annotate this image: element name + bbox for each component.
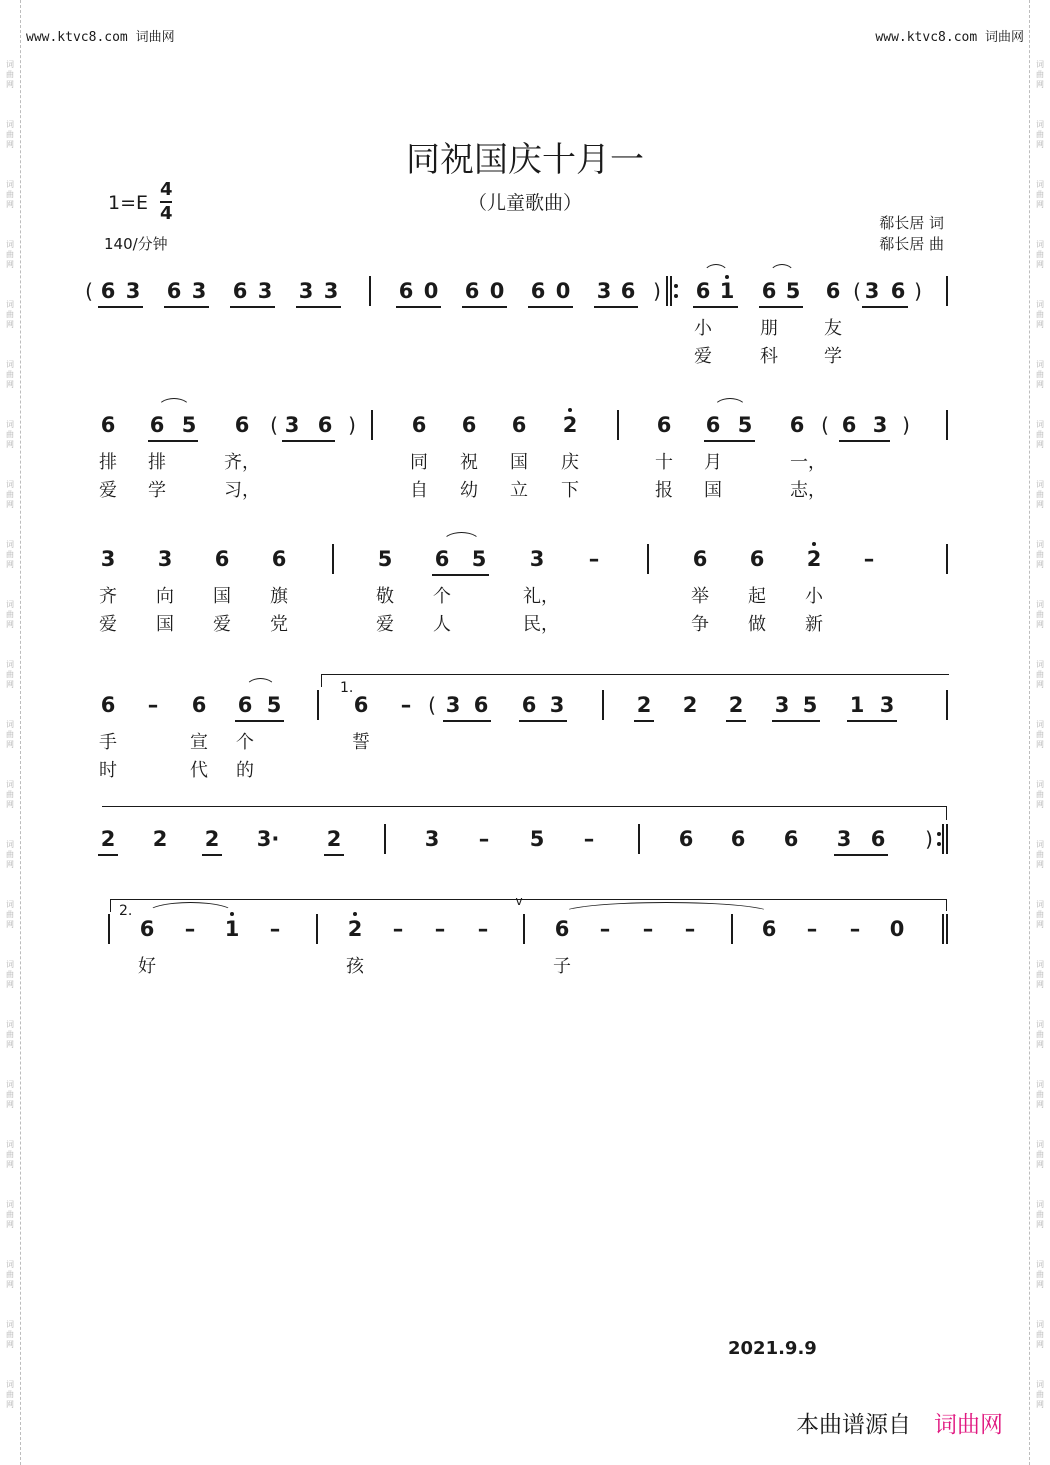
underline-beam <box>726 720 746 722</box>
lyric-syllable: 下 <box>561 480 579 501</box>
side-watermark-text: 词 曲 网 <box>6 420 14 449</box>
lyric-syllable: 子 <box>553 956 571 977</box>
lyric-syllable: 学 <box>148 480 166 501</box>
barline <box>369 276 371 306</box>
lyric-syllable: 习， <box>224 480 260 501</box>
barline <box>946 410 948 440</box>
barline <box>638 824 640 854</box>
underline-beam <box>772 720 820 722</box>
barline <box>946 276 948 306</box>
bracket: ) <box>925 827 933 851</box>
lyric-syllable: 代 <box>190 760 208 781</box>
lyric-syllable: 誓 <box>352 732 370 753</box>
lyric-syllable: 同 <box>410 452 428 473</box>
side-watermark-text: 词 曲 网 <box>6 180 14 209</box>
lyric-syllable: 国 <box>704 480 722 501</box>
barline <box>666 276 668 306</box>
note: 2 <box>152 827 168 851</box>
side-watermark-text: 词 曲 网 <box>1036 1320 1044 1349</box>
barline <box>523 914 525 944</box>
note: – <box>863 547 875 571</box>
bracket: ( <box>270 413 278 437</box>
note: – <box>849 917 861 941</box>
note: 6 <box>783 827 799 851</box>
lyric-syllable: 个 <box>236 732 254 753</box>
side-watermark-text: 词 曲 网 <box>1036 360 1044 389</box>
note: 0 <box>423 279 439 303</box>
note: – <box>642 917 654 941</box>
note: 6 <box>620 279 636 303</box>
note: 3 <box>864 279 880 303</box>
note: 6 <box>234 413 250 437</box>
lyric-syllable: 民， <box>523 614 559 635</box>
note: 2 <box>636 693 652 717</box>
note: 6 <box>464 279 480 303</box>
side-watermark-text: 词 曲 网 <box>6 660 14 689</box>
note: 6 <box>473 693 489 717</box>
note: 3 <box>191 279 207 303</box>
lyric-syllable: 争 <box>691 614 709 635</box>
slur-arc <box>245 678 276 689</box>
lyric-syllable: 个 <box>433 586 451 607</box>
note: 2 <box>347 917 363 941</box>
note: 5 <box>181 413 197 437</box>
side-watermark-text: 词 曲 网 <box>1036 540 1044 569</box>
header-site-right[interactable]: www.ktvc8.com 词曲网 <box>875 30 1024 45</box>
lyricist-credit: 郗长居 词 <box>879 214 944 232</box>
side-watermark-text: 词 曲 网 <box>1036 1080 1044 1109</box>
barline <box>384 824 386 854</box>
note: 6 <box>398 279 414 303</box>
note: – <box>477 917 489 941</box>
continuation-end <box>946 806 947 820</box>
underline-beam <box>202 854 222 856</box>
note: 3 <box>157 547 173 571</box>
lyric-syllable: 小 <box>694 318 712 339</box>
side-watermark-text: 词 曲 网 <box>1036 840 1044 869</box>
lyric-syllable: 月 <box>704 452 722 473</box>
note: 3 <box>445 693 461 717</box>
side-watermark-text: 词 曲 网 <box>6 780 14 809</box>
repeat-dot <box>674 284 678 288</box>
lyric-syllable: 立 <box>510 480 528 501</box>
barline <box>946 690 948 720</box>
note: 2 <box>728 693 744 717</box>
side-watermark-text: 词 曲 网 <box>1036 300 1044 329</box>
underline-beam <box>282 440 335 442</box>
underline-beam <box>324 854 344 856</box>
note: 6 <box>411 413 427 437</box>
note: 3 <box>284 413 300 437</box>
note: 6 <box>761 917 777 941</box>
lyric-syllable: 排 <box>99 452 117 473</box>
continuation-line <box>102 806 946 807</box>
barline <box>371 410 373 440</box>
barline <box>317 690 319 720</box>
note: 6 <box>100 413 116 437</box>
note: 6 <box>511 413 527 437</box>
note: 6 <box>461 413 477 437</box>
underline-beam <box>98 854 118 856</box>
side-watermark-text: 词 曲 网 <box>1036 600 1044 629</box>
note: 6 <box>749 547 765 571</box>
barline <box>670 276 672 306</box>
song-subtitle: （儿童歌曲） <box>467 192 582 214</box>
side-watermark-text: 词 曲 网 <box>1036 120 1044 149</box>
note: 3 <box>774 693 790 717</box>
bracket: ( <box>853 279 861 303</box>
side-watermark-text: 词 曲 网 <box>1036 240 1044 269</box>
lyric-syllable: 排 <box>148 452 166 473</box>
slur-arc <box>713 398 747 409</box>
side-watermark-text: 词 曲 网 <box>6 60 14 89</box>
underline-beam <box>759 306 803 308</box>
lyric-syllable: 国 <box>156 614 174 635</box>
lyric-syllable: 起 <box>748 586 766 607</box>
lyric-syllable: 国 <box>510 452 528 473</box>
note: 3 <box>872 413 888 437</box>
slur-arc <box>157 398 191 409</box>
underline-beam <box>148 440 198 442</box>
note: – <box>400 693 412 717</box>
bracket: ( <box>821 413 829 437</box>
note: 1 <box>719 279 735 303</box>
slur-arc <box>703 264 729 275</box>
note: – <box>147 693 159 717</box>
side-watermark-text: 词 曲 网 <box>1036 1020 1044 1049</box>
side-watermark-text: 词 曲 网 <box>6 1380 14 1409</box>
lyric-syllable: 自 <box>410 480 428 501</box>
side-watermark-text: 词 曲 网 <box>6 540 14 569</box>
barline <box>602 690 604 720</box>
note: 6 <box>554 917 570 941</box>
bracket: ( <box>85 279 93 303</box>
lyric-syllable: 新 <box>805 614 823 635</box>
note: 6 <box>434 547 450 571</box>
tempo-marking: 140/分钟 <box>104 235 168 253</box>
underline-beam <box>443 720 491 722</box>
note: 6 <box>237 693 253 717</box>
side-watermark-text: 词 曲 网 <box>1036 60 1044 89</box>
barline <box>731 914 733 944</box>
note: 6 <box>100 279 116 303</box>
side-watermark-text: 词 曲 网 <box>6 120 14 149</box>
side-watermark-text: 词 曲 网 <box>1036 1200 1044 1229</box>
lyric-syllable: 祝 <box>460 452 478 473</box>
side-watermark-text: 词 曲 网 <box>6 240 14 269</box>
barline <box>942 914 944 944</box>
note: 3 <box>424 827 440 851</box>
note: 2 <box>682 693 698 717</box>
note: 6 <box>530 279 546 303</box>
note: – <box>583 827 595 851</box>
side-watermark-text: 词 曲 网 <box>6 1140 14 1169</box>
lyric-syllable: 礼， <box>523 586 559 607</box>
volta-end <box>946 899 947 911</box>
octave-dot <box>568 408 572 412</box>
note: 6 <box>214 547 230 571</box>
note: – <box>588 547 600 571</box>
time-signature-bottom: 4 <box>160 203 173 224</box>
underline-beam <box>396 306 441 308</box>
side-watermark-text: 词 曲 网 <box>6 1080 14 1109</box>
side-watermark-text: 词 曲 网 <box>1036 1260 1044 1289</box>
brand-link[interactable]: 词曲网 <box>934 1412 1003 1438</box>
note: 6 <box>656 413 672 437</box>
volta-bracket <box>321 674 949 687</box>
note: 1 <box>224 917 240 941</box>
note: 6 <box>761 279 777 303</box>
score-date: 2021.9.9 <box>728 1338 817 1359</box>
side-watermark-text: 词 曲 网 <box>1036 900 1044 929</box>
lyric-syllable: 友 <box>824 318 842 339</box>
lyric-syllable: 爱 <box>376 614 394 635</box>
lyric-syllable: 爱 <box>213 614 231 635</box>
side-watermark-text: 词 曲 网 <box>6 480 14 509</box>
note: – <box>184 917 196 941</box>
note: 3 <box>100 547 116 571</box>
note: 5 <box>737 413 753 437</box>
bracket: ) <box>902 413 910 437</box>
repeat-dot <box>937 842 941 846</box>
underline-beam <box>847 720 897 722</box>
volta-second-ending: 2. <box>119 903 133 919</box>
note: – <box>269 917 281 941</box>
note: 5 <box>785 279 801 303</box>
note: 3· <box>256 827 280 851</box>
side-watermark-text: 词 曲 网 <box>1036 720 1044 749</box>
composer-credit: 郗长居 曲 <box>879 235 944 253</box>
bracket: ( <box>428 693 436 717</box>
lyric-syllable: 齐 <box>99 586 117 607</box>
side-watermark-text: 词 曲 网 <box>1036 960 1044 989</box>
time-signature <box>160 180 172 224</box>
note: 0 <box>489 279 505 303</box>
lyric-syllable: 学 <box>824 346 842 367</box>
note: 2 <box>806 547 822 571</box>
bracket: ) <box>653 279 661 303</box>
lyric-syllable: 朋 <box>760 318 778 339</box>
note: 6 <box>730 827 746 851</box>
underline-beam <box>528 306 573 308</box>
barline <box>647 544 649 574</box>
underline-beam <box>704 440 755 442</box>
repeat-dot <box>937 832 941 836</box>
note: – <box>599 917 611 941</box>
side-watermark-text: 词 曲 网 <box>6 300 14 329</box>
barline <box>946 824 948 854</box>
volta-bracket <box>110 899 947 912</box>
note: 3 <box>323 279 339 303</box>
lyric-syllable: 向 <box>156 586 174 607</box>
barline <box>946 914 948 944</box>
side-watermark-text: 词 曲 网 <box>6 960 14 989</box>
lyric-syllable: 一， <box>790 452 826 473</box>
note: 5 <box>266 693 282 717</box>
side-watermark-text: 词 曲 网 <box>6 900 14 929</box>
underline-beam <box>462 306 507 308</box>
underline-beam <box>230 306 275 308</box>
note: 5 <box>529 827 545 851</box>
note: 6 <box>705 413 721 437</box>
lyric-syllable: 庆 <box>561 452 579 473</box>
note: 6 <box>166 279 182 303</box>
lyric-syllable: 人 <box>433 614 451 635</box>
lyric-syllable: 爱 <box>99 614 117 635</box>
side-watermark-text: 词 曲 网 <box>6 840 14 869</box>
lyric-syllable: 举 <box>691 586 709 607</box>
side-watermark-text: 词 曲 网 <box>6 1320 14 1349</box>
barline <box>316 914 318 944</box>
note: – <box>684 917 696 941</box>
side-watermark-text: 词 曲 网 <box>1036 780 1044 809</box>
octave-dot <box>353 912 357 916</box>
note: 6 <box>353 693 369 717</box>
volta-first-ending: 1. <box>340 680 354 696</box>
note: 6 <box>695 279 711 303</box>
note: 6 <box>139 917 155 941</box>
note: 6 <box>870 827 886 851</box>
lyric-syllable: 爱 <box>99 480 117 501</box>
lyric-syllable: 做 <box>748 614 766 635</box>
note: 6 <box>841 413 857 437</box>
note: – <box>434 917 446 941</box>
side-watermark-text: 词 曲 网 <box>1036 180 1044 209</box>
note: 5 <box>471 547 487 571</box>
octave-dot <box>812 542 816 546</box>
lyric-syllable: 国 <box>213 586 231 607</box>
note: 3 <box>596 279 612 303</box>
note: 2 <box>326 827 342 851</box>
side-watermark-text: 词 曲 网 <box>6 1020 14 1049</box>
source-label: 本曲谱源自 <box>796 1412 911 1438</box>
note: 6 <box>232 279 248 303</box>
note: 2 <box>204 827 220 851</box>
lyric-syllable: 手 <box>99 732 117 753</box>
underline-beam <box>164 306 209 308</box>
breath-mark: v <box>515 894 523 908</box>
barline <box>108 914 110 944</box>
slur-arc <box>769 264 795 275</box>
note: 3 <box>836 827 852 851</box>
lyric-syllable: 好 <box>138 956 156 977</box>
lyric-syllable: 爱 <box>694 346 712 367</box>
barline <box>946 544 948 574</box>
note: 2 <box>100 827 116 851</box>
repeat-dot <box>674 294 678 298</box>
lyric-syllable: 十 <box>655 452 673 473</box>
note: 6 <box>789 413 805 437</box>
note: 6 <box>692 547 708 571</box>
lyric-syllable: 的 <box>236 760 254 781</box>
note: 3 <box>125 279 141 303</box>
side-watermark-text: 词 曲 网 <box>1036 420 1044 449</box>
side-watermark-text: 词 曲 网 <box>1036 660 1044 689</box>
bracket: ) <box>348 413 356 437</box>
note: 6 <box>890 279 906 303</box>
underline-beam <box>98 306 143 308</box>
underline-beam <box>235 720 284 722</box>
note: 6 <box>100 693 116 717</box>
underline-beam <box>432 574 489 576</box>
note: 3 <box>257 279 273 303</box>
note: 0 <box>889 917 905 941</box>
note: 1 <box>849 693 865 717</box>
note: 3 <box>879 693 895 717</box>
lyric-syllable: 小 <box>805 586 823 607</box>
note: 6 <box>678 827 694 851</box>
lyric-syllable: 齐， <box>224 452 260 473</box>
note: 6 <box>825 279 841 303</box>
side-watermark-text: 词 曲 网 <box>6 1200 14 1229</box>
note: 3 <box>298 279 314 303</box>
lyric-syllable: 旗 <box>270 586 288 607</box>
slur-arc <box>442 532 481 543</box>
note: – <box>392 917 404 941</box>
song-title: 同祝国庆十月一 <box>406 140 644 180</box>
side-watermark-text: 词 曲 网 <box>1036 1140 1044 1169</box>
side-watermark-text: 词 曲 网 <box>6 720 14 749</box>
barline <box>942 824 944 854</box>
underline-beam <box>594 306 638 308</box>
side-watermark-text: 词 曲 网 <box>1036 1380 1044 1409</box>
header-site-left[interactable]: www.ktvc8.com 词曲网 <box>26 30 175 45</box>
lyric-syllable: 科 <box>760 346 778 367</box>
side-watermark-text: 词 曲 网 <box>1036 480 1044 509</box>
note: – <box>478 827 490 851</box>
lyric-syllable: 时 <box>99 760 117 781</box>
bracket: ) <box>914 279 922 303</box>
lyric-syllable: 孩 <box>346 956 364 977</box>
lyric-syllable: 志， <box>790 480 826 501</box>
underline-beam <box>834 854 888 856</box>
side-watermark-text: 词 曲 网 <box>6 360 14 389</box>
barline <box>617 410 619 440</box>
note: 3 <box>549 693 565 717</box>
note: 6 <box>149 413 165 437</box>
underline-beam <box>634 720 654 722</box>
time-signature-top: 4 <box>160 179 173 200</box>
note: 5 <box>377 547 393 571</box>
side-watermark-text: 词 曲 网 <box>6 600 14 629</box>
note: 5 <box>802 693 818 717</box>
lyric-syllable: 宣 <box>190 732 208 753</box>
underline-beam <box>693 306 738 308</box>
barline <box>332 544 334 574</box>
lyric-syllable: 幼 <box>460 480 478 501</box>
underline-beam <box>839 440 890 442</box>
note: – <box>806 917 818 941</box>
underline-beam <box>519 720 567 722</box>
note: 6 <box>317 413 333 437</box>
underline-beam <box>296 306 341 308</box>
note: 6 <box>271 547 287 571</box>
note: 2 <box>562 413 578 437</box>
lyric-syllable: 敬 <box>376 586 394 607</box>
note: 0 <box>555 279 571 303</box>
note: 6 <box>521 693 537 717</box>
key-signature: 1=E <box>108 192 149 214</box>
lyric-syllable: 报 <box>655 480 673 501</box>
underline-beam <box>862 306 908 308</box>
octave-dot <box>725 275 729 279</box>
note: 3 <box>529 547 545 571</box>
side-watermark-text: 词 曲 网 <box>6 1260 14 1289</box>
note: 6 <box>191 693 207 717</box>
lyric-syllable: 党 <box>270 614 288 635</box>
